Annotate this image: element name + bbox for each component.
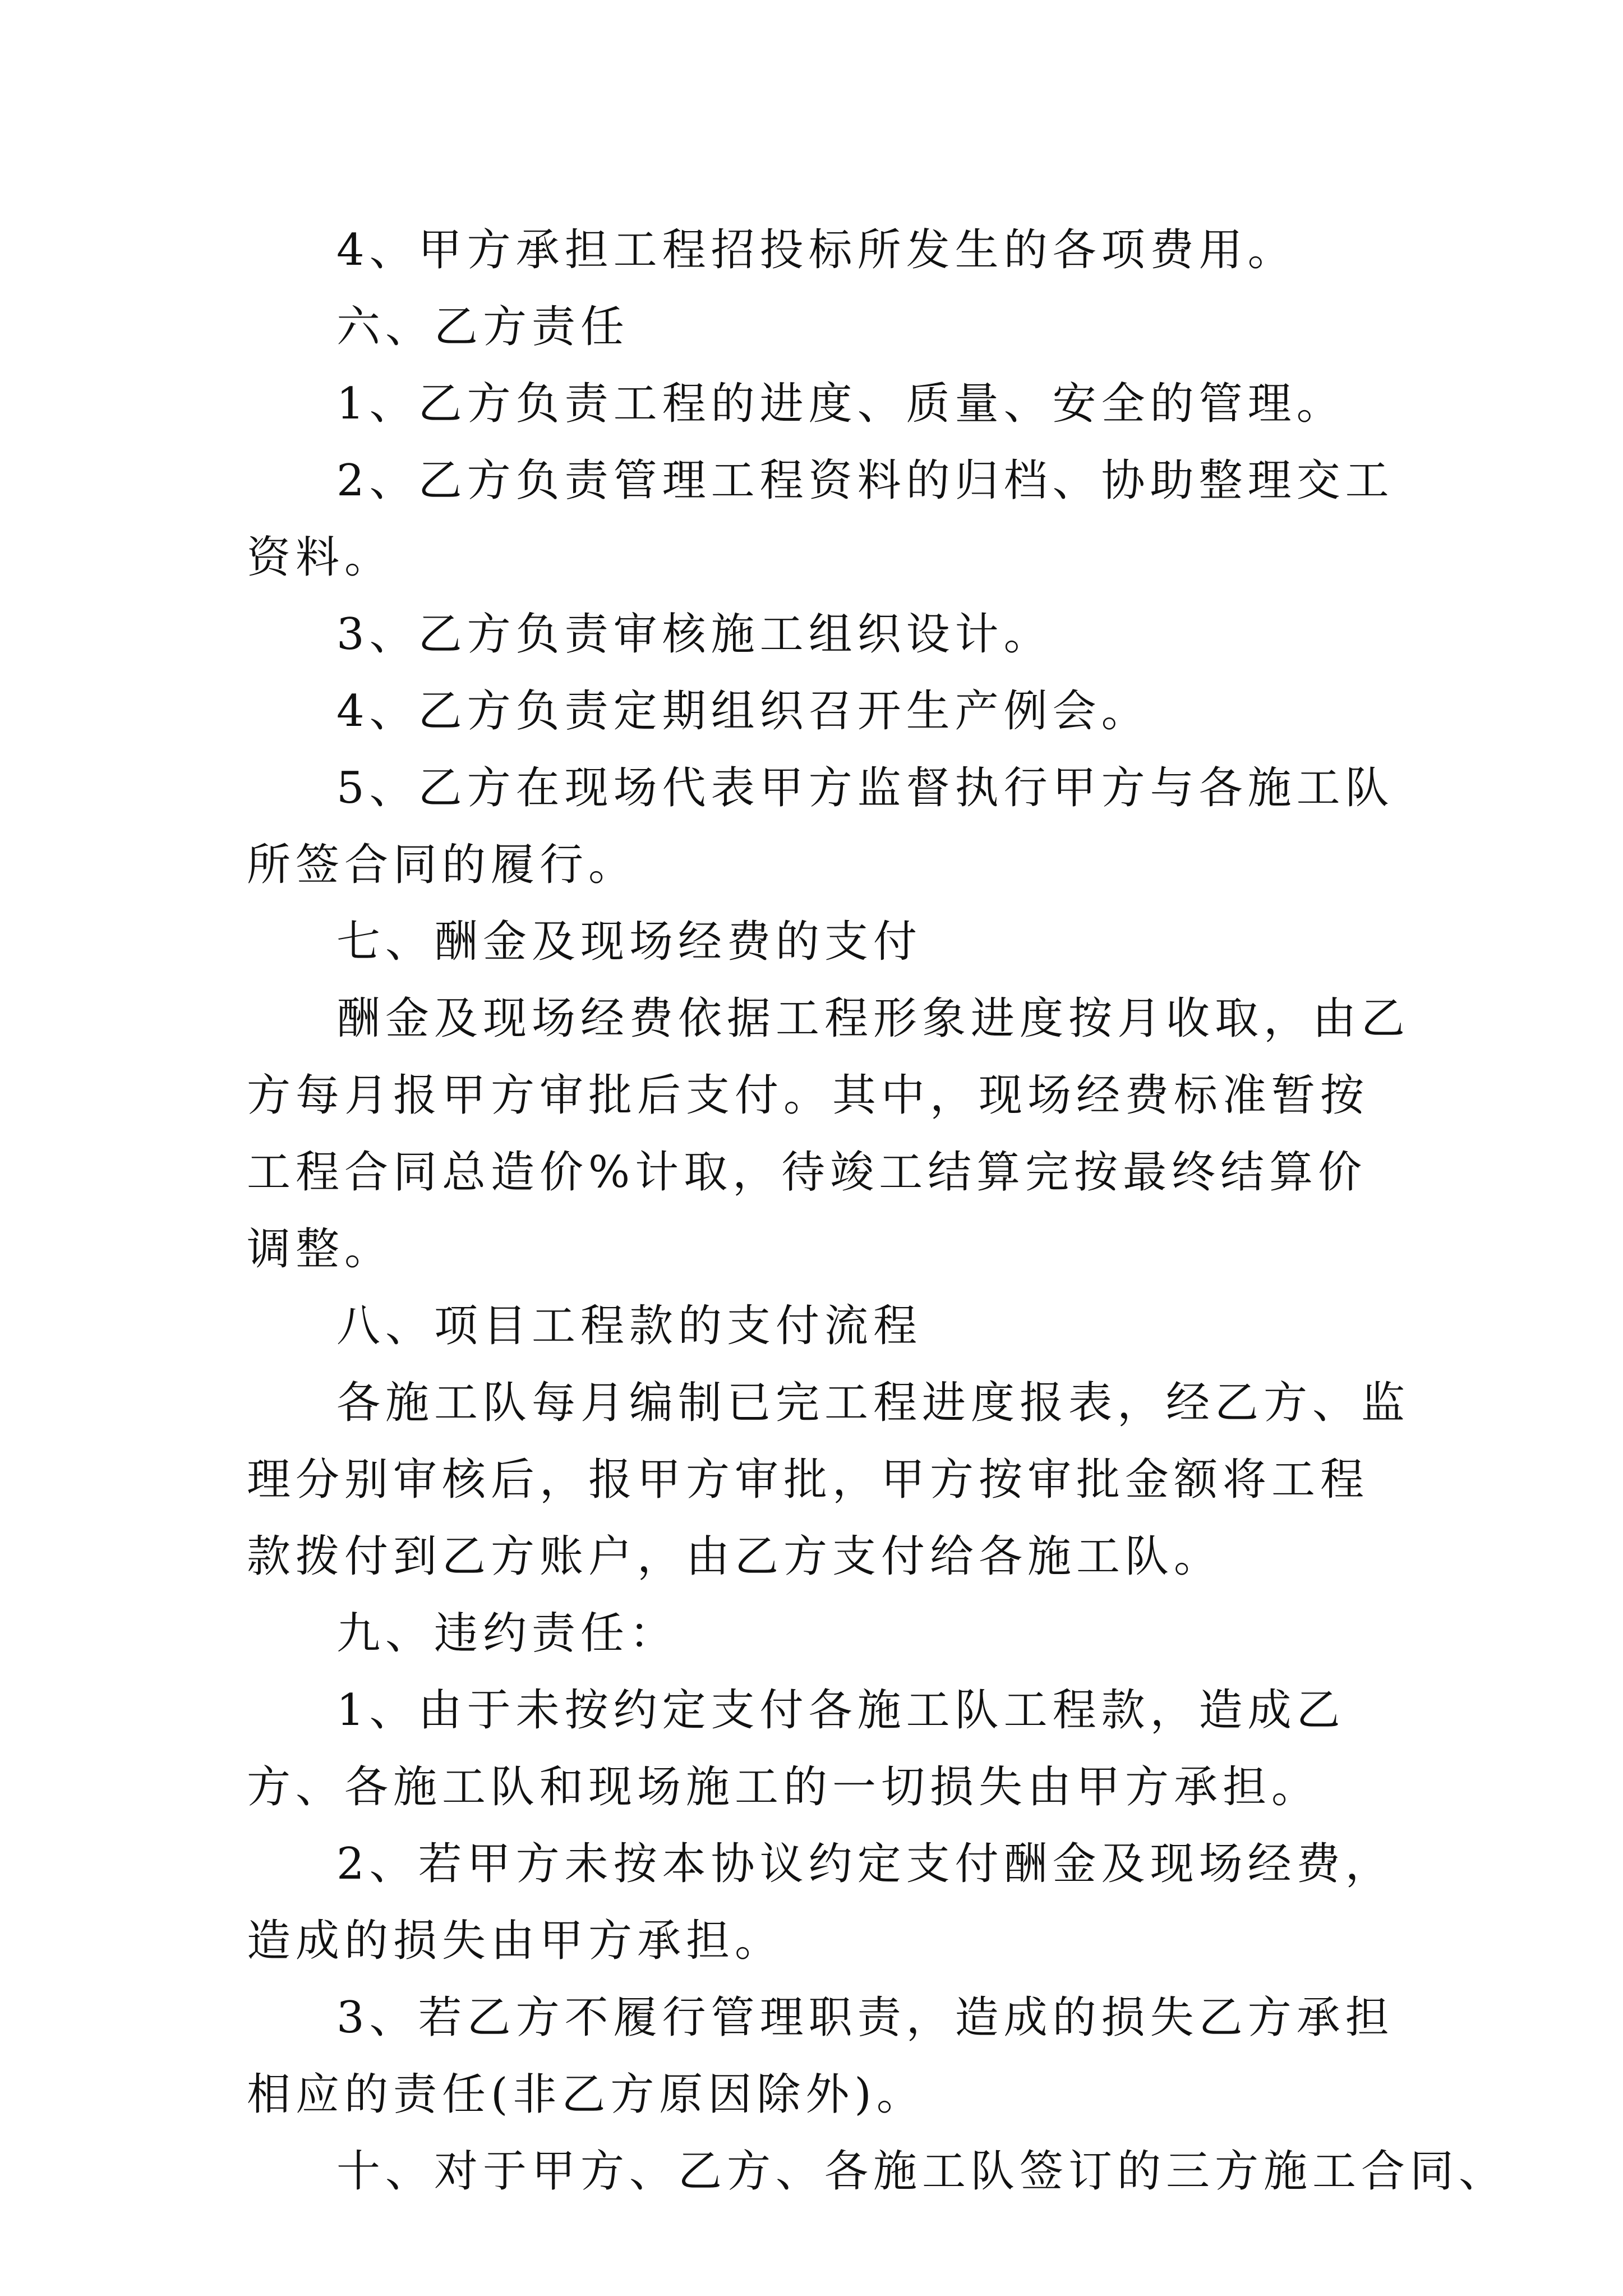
clause-2-engineering-records: 2、乙方负责管理工程资料的归档、协助整理交工资料。 (247, 455, 1394, 583)
breach-clause-1: 1、由于未按约定支付各施工队工程款，造成乙方、各施工队和现场施工的一切损失由甲方承担。 (247, 1685, 1345, 1812)
document-body (247, 212, 1508, 2210)
clause-1-progress-quality-safety: 1、乙方负责工程的进度、质量、安全的管理。 (336, 379, 1345, 429)
clause-4-production-meetings: 4、乙方负责定期组织召开生产例会。 (336, 686, 1150, 737)
clause-5-contract-supervision: 5、乙方在现场代表甲方监督执行甲方与各施工队所签合同的履行。 (247, 763, 1394, 890)
clause-3-construction-design-review: 3、乙方负责审核施工组织设计。 (336, 609, 1053, 660)
payment-process-text: 各施工队每月编制已完工程进度报表，经乙方、监理分别审核后，报甲方审批，甲方按审批金额将工程款拨付到乙方账户，由乙方支付给各施工队。 (247, 1378, 1410, 1582)
heading-party-b-responsibilities: 六、乙方责任 (336, 302, 630, 352)
heading-breach-liability: 九、违约责任： (336, 1608, 679, 1659)
breach-clause-3: 3、若乙方不履行管理职责，造成的损失乙方承担相应的责任(非乙方原因除外)。 (247, 1993, 1394, 2120)
heading-remuneration-payment: 七、酬金及现场经费的支付 (336, 917, 923, 967)
breach-clause-2: 2、若甲方未按本协议约定支付酬金及现场经费，造成的损失由甲方承担。 (247, 1839, 1394, 1966)
clause-4-party-a-bidding-costs: 4、甲方承担工程招投标所发生的各项费用。 (336, 225, 1297, 275)
remuneration-payment-text: 酬金及现场经费依据工程形象进度按月收取，由乙方每月报甲方审批后支付。其中，现场经费标准暂按工程合同总造价%计取，待竣工结算完按最终结算价调整。 (247, 993, 1410, 1274)
heading-payment-process: 八、项目工程款的支付流程 (336, 1301, 923, 1351)
clause-10-tripartite-contract: 十、对于甲方、乙方、各施工队签订的三方施工合同、 (336, 2146, 1508, 2197)
